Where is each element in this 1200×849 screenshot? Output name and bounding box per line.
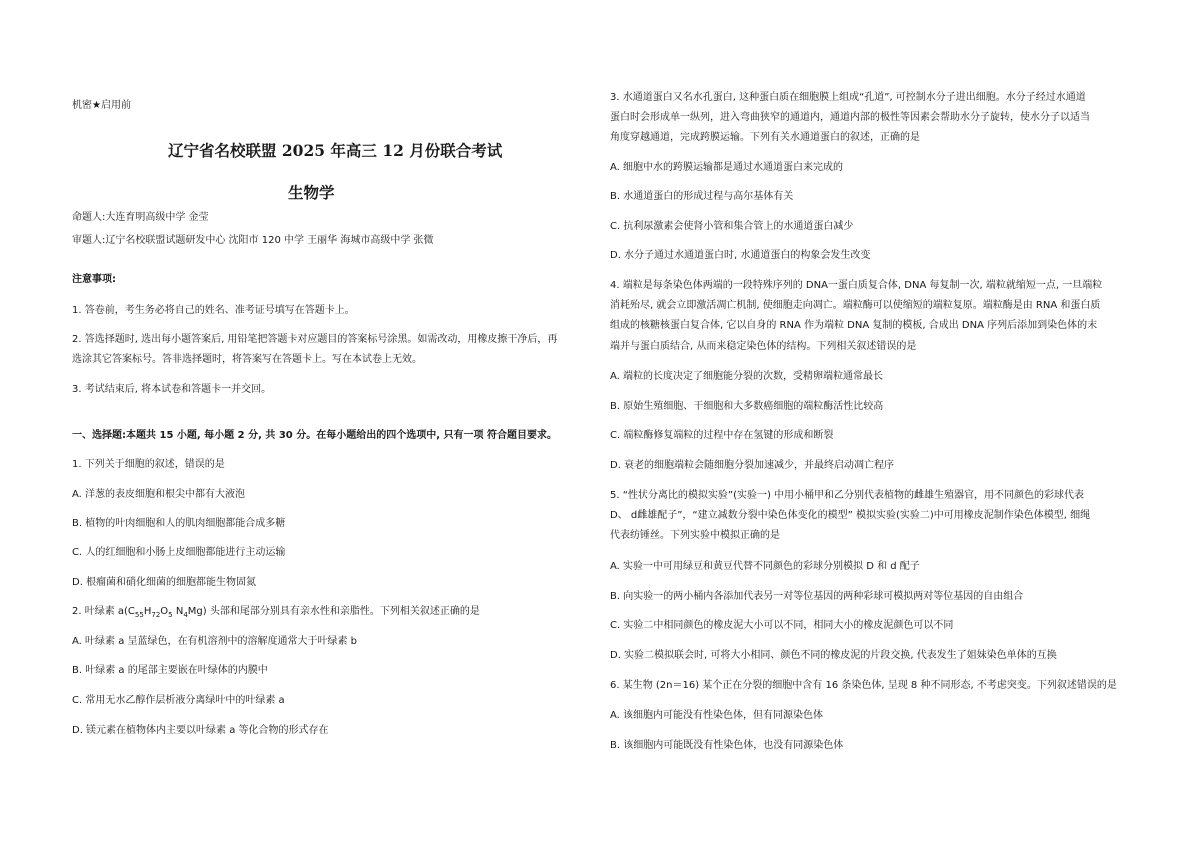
q1-option-a: A. 洋葱的表皮细胞和根尖中都有大液泡 (72, 489, 246, 500)
q5-option-a: A. 实验一中可用绿豆和黄豆代替不同颜色的彩球分别模拟 D 和 d 配子 (610, 561, 920, 572)
q6-stem: 6. 某生物 (2n＝16) 某个正在分裂的细胞中含有 16 条染色体, 呈现 8 种不同形态, 不考虑突变。下列叙述错误的是 (610, 680, 1117, 691)
reviewer-line: 审题人:辽宁名校联盟试题研发中心 沈阳市 120 中学 王丽华 海城市高级中学 张微 (72, 235, 434, 246)
notice-item: 1. 答卷前，考生务必将自己的姓名、准考证号填写在答题卡上。 (72, 305, 355, 316)
q5-stem-line: D、 d雌雄配子”，“建立减数分裂中染色体变化的模型” 模拟实验(实验二)中可用橡皮泥制作染色体模型, 细绳 (610, 510, 1091, 521)
q6-option-b: B. 该细胞内可能既没有性染色体，也没有同源染色体 (610, 740, 844, 751)
q1-option-d: D. 根瘤菌和硝化细菌的细胞都能生物固氮 (72, 577, 257, 588)
author-line: 命题人:大连育明高级中学 金莹 (72, 212, 209, 223)
q4-stem-line: 组成的核糖核蛋白复合体, 它以自身的 RNA 作为端粒 DNA 复制的模板, 合成出 DNA 序列后添加到染色体的末 (610, 320, 1098, 331)
q3-option-d: D. 水分子通过水通道蛋白时, 水通道蛋白的构象会发生改变 (610, 250, 871, 261)
q1-option-c: C. 人的红细胞和小肠上皮细胞都能进行主动运输 (72, 547, 286, 558)
q5-option-c: C. 实验二中相同颜色的橡皮泥大小可以不同，相同大小的橡皮泥颜色可以不同 (610, 620, 954, 631)
q5-option-d: D. 实验二模拟联会时, 可将大小相同、颜色不同的橡皮泥的片段交换, 代表发生了姐妹染色单体的互换 (610, 650, 1057, 661)
q6-option-a: A. 该细胞内可能没有性染色体，但有同源染色体 (610, 710, 824, 721)
q5-stem-line: 5. “性状分离比的模拟实验”(实验一) 中用小桶甲和乙分别代表植物的雌雄生殖器官，用不同颜色的彩球代表 (610, 490, 1085, 501)
q3-stem-line: 角度穿越通道，完成跨膜运输。下列有关水通道蛋白的叙述，正确的是 (610, 132, 920, 143)
q4-stem-line: 端并与蛋白质结合, 从而来稳定染色体的结构。下列相关叙述错误的是 (610, 341, 917, 352)
subject-title: 生物学 (288, 183, 335, 202)
q4-option-b: B. 原始生殖细胞、干细胞和大多数癌细胞的端粒酶活性比较高 (610, 401, 884, 412)
q2-option-c: C. 常用无水乙醇作层析液分离绿叶中的叶绿素 a (72, 695, 285, 706)
q2-option-a: A. 叶绿素 a 呈蓝绿色，在有机溶剂中的溶解度通常大于叶绿素 b (72, 636, 358, 647)
q1-option-b: B. 植物的叶肉细胞和人的肌肉细胞都能合成多糖 (72, 518, 286, 529)
q1-stem: 1. 下列关于细胞的叙述，错误的是 (72, 459, 225, 470)
exam-title: 辽宁省名校联盟 2025 年高三 12 月份联合考试 (168, 141, 503, 160)
q3-option-c: C. 抗利尿激素会使肾小管和集合管上的水通道蛋白减少 (610, 221, 854, 232)
q2-stem: 2. 叶绿素 $a(C_{55}H_{72}O_5$ $N_4Mg$) 头部和尾部分别具有亲水性和亲脂性。下列相关叙述正确的是 (72, 606, 480, 619)
q3-stem-line: 蛋白时会形成单一纵列，进入弯曲狭窄的通道内，通道内部的极性等因素会帮助水分子旋转，使水分子以适当 (610, 112, 1090, 123)
q4-stem-line: 4. 端粒是每条染色体两端的一段特殊序列的 DNA一蛋白质复合体, DNA 每复制一次, 端粒就缩短一点, 一旦端粒 (610, 280, 1103, 291)
q3-stem-line: 3. 水通道蛋白又名水孔蛋白, 这种蛋白质在细胞膜上组成“孔道”, 可控制水分子进出细胞。水分子经过水通道 (610, 92, 1086, 103)
section-heading: 一、选择题:本题共 15 小题, 每小题 2 分, 共 30 分。在每小题给出的四个选项中, 只有一项 符合题目要求。 (72, 430, 557, 441)
q5-option-b: B. 向实验一的两小桶内各添加代表另一对等位基因的两种彩球可模拟两对等位基因的自由组合 (610, 591, 1024, 602)
q4-option-a: A. 端粒的长度决定了细胞能分裂的次数，受精卵端粒通常最长 (610, 371, 884, 382)
secret-mark: 机密★启用前 (72, 100, 131, 111)
notice-item: 2. 答选择题时, 选出每小题答案后, 用铅笔把答题卡对应题目的答案标号涂黑。如需改动，用橡皮擦干净后，再 (72, 334, 558, 345)
notice-item: 3. 考试结束后, 将本试卷和答题卡一并交回。 (72, 384, 272, 395)
q5-stem-line: 代表纺锤丝。下列实验中模拟正确的是 (610, 530, 780, 541)
q4-option-c: C. 端粒酶修复端粒的过程中存在氢键的形成和断裂 (610, 430, 834, 441)
q3-option-a: A. 细胞中水的跨膜运输都是通过水通道蛋白来完成的 (610, 162, 844, 173)
q3-option-b: B. 水通道蛋白的形成过程与高尔基体有关 (610, 191, 794, 202)
q2-option-b: B. 叶绿素 a 的尾部主要嵌在叶绿体的内膜中 (72, 665, 268, 676)
q2-option-d: D. 镁元素在植物体内主要以叶绿素 a 等化合物的形式存在 (72, 725, 329, 736)
notice-heading: 注意事项: (72, 274, 116, 285)
notice-item: 选涂其它答案标号。答非选择题时，将答案写在答题卡上。写在本试卷上无效。 (72, 354, 422, 365)
q4-option-d: D. 衰老的细胞端粒会随细胞分裂加速减少，并最终启动凋亡程序 (610, 460, 895, 471)
q4-stem-line: 消耗殆尽, 就会立即激活凋亡机制, 使细胞走向凋亡。端粒酶可以使缩短的端粒复原。端粒酶是由 RNA 和蛋白质 (610, 300, 1101, 311)
